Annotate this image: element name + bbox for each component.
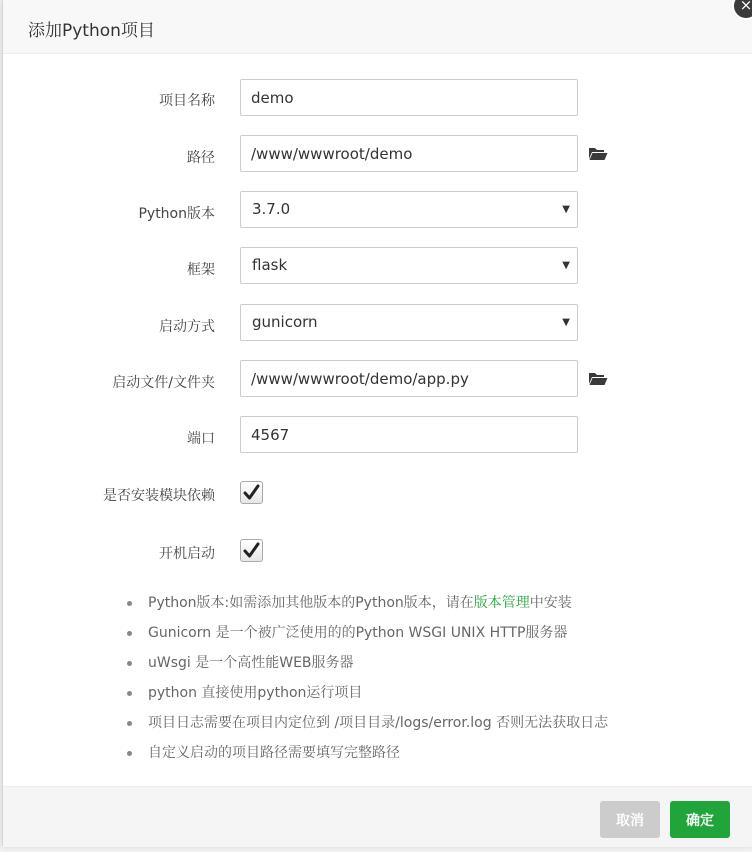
confirm-button[interactable]: 确定: [670, 801, 730, 838]
cancel-button[interactable]: 取消: [600, 801, 660, 838]
python-version-select[interactable]: [240, 191, 578, 228]
port-input[interactable]: [240, 416, 578, 453]
checkmark-icon: [243, 542, 260, 559]
tip-item: Gunicorn 是一个被广泛使用的的Python WSGI UNIX HTTP服务器: [127, 620, 737, 650]
python-version-value: 3.7.0: [252, 200, 291, 218]
tip-item: uWsgi 是一个高性能WEB服务器: [127, 650, 737, 680]
tip-item: 自定义启动的项目路径需要填写完整路径: [127, 740, 737, 770]
dialog-title: 添加Python项目: [28, 21, 155, 41]
dialog-footer: [3, 786, 752, 847]
caret-down-icon: ▼: [562, 317, 570, 328]
install-deps-label: 是否安装模块依赖: [103, 488, 215, 504]
project-name-label: 项目名称: [159, 93, 215, 109]
start-method-select[interactable]: [240, 304, 578, 341]
path-label: 路径: [187, 150, 215, 166]
caret-down-icon: ▼: [562, 204, 570, 215]
autostart-checkbox[interactable]: [240, 539, 263, 562]
framework-select[interactable]: [240, 247, 578, 284]
install-deps-checkbox[interactable]: [240, 481, 263, 504]
folder-open-icon[interactable]: [588, 147, 608, 161]
python-version-label: Python版本: [138, 206, 215, 222]
tips-list: [127, 590, 737, 770]
autostart-label: 开机启动: [159, 546, 215, 562]
framework-value: flask: [252, 256, 288, 274]
close-icon[interactable]: ×: [732, 0, 752, 20]
caret-down-icon: ▼: [562, 260, 570, 271]
port-label: 端口: [187, 431, 215, 447]
checkmark-icon: [243, 484, 260, 501]
project-name-input[interactable]: [240, 79, 578, 116]
framework-label: 框架: [187, 262, 215, 278]
tip-item: [127, 590, 737, 620]
add-python-project-dialog: [2, 0, 752, 846]
tip-item: python 直接使用python运行项目: [127, 680, 737, 710]
dialog-header: [3, 0, 752, 54]
tip-item: 项目日志需要在项目内定位到 /项目目录/logs/error.log 否则无法获取日志: [127, 710, 737, 740]
start-file-label: 启动文件/文件夹: [112, 375, 215, 391]
folder-open-icon[interactable]: [588, 372, 608, 386]
start-method-value: gunicorn: [252, 313, 318, 331]
version-management-link[interactable]: 版本管理: [473, 595, 530, 611]
start-method-label: 启动方式: [159, 319, 215, 335]
tip-text: Python版本:如需添加其他版本的Python版本，请在: [148, 595, 474, 611]
start-file-input[interactable]: [240, 360, 578, 397]
tip-text: 中安装: [529, 595, 572, 611]
path-input[interactable]: [240, 135, 578, 172]
